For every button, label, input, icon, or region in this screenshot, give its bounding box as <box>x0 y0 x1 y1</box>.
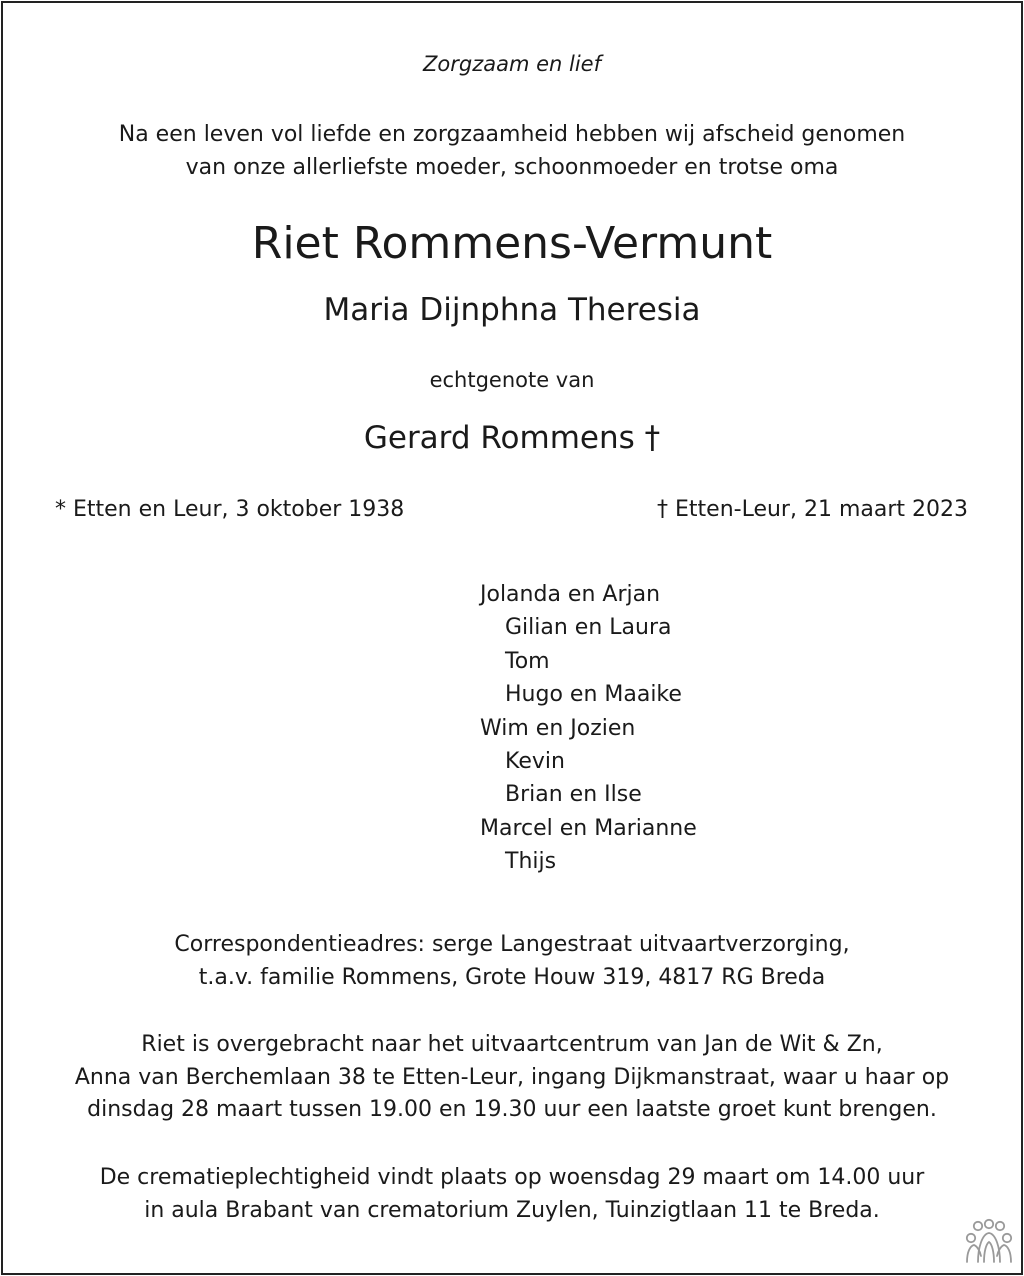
intro-line: Na een leven vol liefde en zorgzaamheid hebben wij afscheid genomen <box>118 122 906 147</box>
intro-text <box>0 118 1024 184</box>
ceremony-line: De crematieplechtigheid vindt plaats op woensdag 29 maart om 14.00 uur <box>99 1165 925 1190</box>
visitation-info <box>0 1029 1024 1127</box>
visitation-line: Anna van Berchemlaan 38 te Etten-Leur, ingang Dijkmanstraat, waar u haar op <box>74 1064 950 1090</box>
family-member-child: Jolanda en Arjan <box>480 582 661 607</box>
family-member-grandchild: Thijs <box>505 849 557 875</box>
death-date: † Etten-Leur, 21 maart 2023 <box>657 497 968 522</box>
address-line: Correspondentieadres: serge Langestraat uitvaartverzorging, <box>174 932 850 957</box>
deceased-name: Riet Rommens-Vermunt <box>251 218 773 269</box>
correspondence-address <box>0 929 1024 994</box>
family-list <box>480 578 697 879</box>
family-member-grandchild: Kevin <box>505 749 565 775</box>
ceremony-info <box>0 1162 1024 1227</box>
visitation-line: dinsdag 28 maart tussen 19.00 en 19.30 uur een laatste groet kunt brengen. <box>87 1097 937 1122</box>
address-line: t.a.v. familie Rommens, Grote Houw 319, 4817 RG Breda <box>198 964 826 990</box>
family-member-grandchild: Gilian en Laura <box>505 615 672 641</box>
deceased-given-names: Maria Dijnphna Theresia <box>323 292 701 328</box>
spouse-name: Gerard Rommens † <box>363 420 661 456</box>
family-group-icon <box>964 1218 1014 1264</box>
intro-line: van onze allerliefste moeder, schoonmoeder en trotse oma <box>185 155 839 180</box>
spouse-label: echtgenote van <box>429 368 595 392</box>
family-member-child: Marcel en Marianne <box>480 815 697 841</box>
family-member-grandchild: Hugo en Maaike <box>505 682 682 708</box>
family-member-grandchild: Tom <box>505 648 550 674</box>
ceremony-line: in aula Brabant van crematorium Zuylen, Tuinzigtlaan 11 te Breda. <box>144 1197 880 1223</box>
family-member-child: Wim en Jozien <box>480 715 636 741</box>
motto: Zorgzaam en lief <box>423 52 601 76</box>
family-member-grandchild: Brian en Ilse <box>505 782 642 808</box>
birth-date: * Etten en Leur, 3 oktober 1938 <box>55 497 405 522</box>
visitation-line: Riet is overgebracht naar het uitvaartcentrum van Jan de Wit & Zn, <box>141 1032 883 1057</box>
